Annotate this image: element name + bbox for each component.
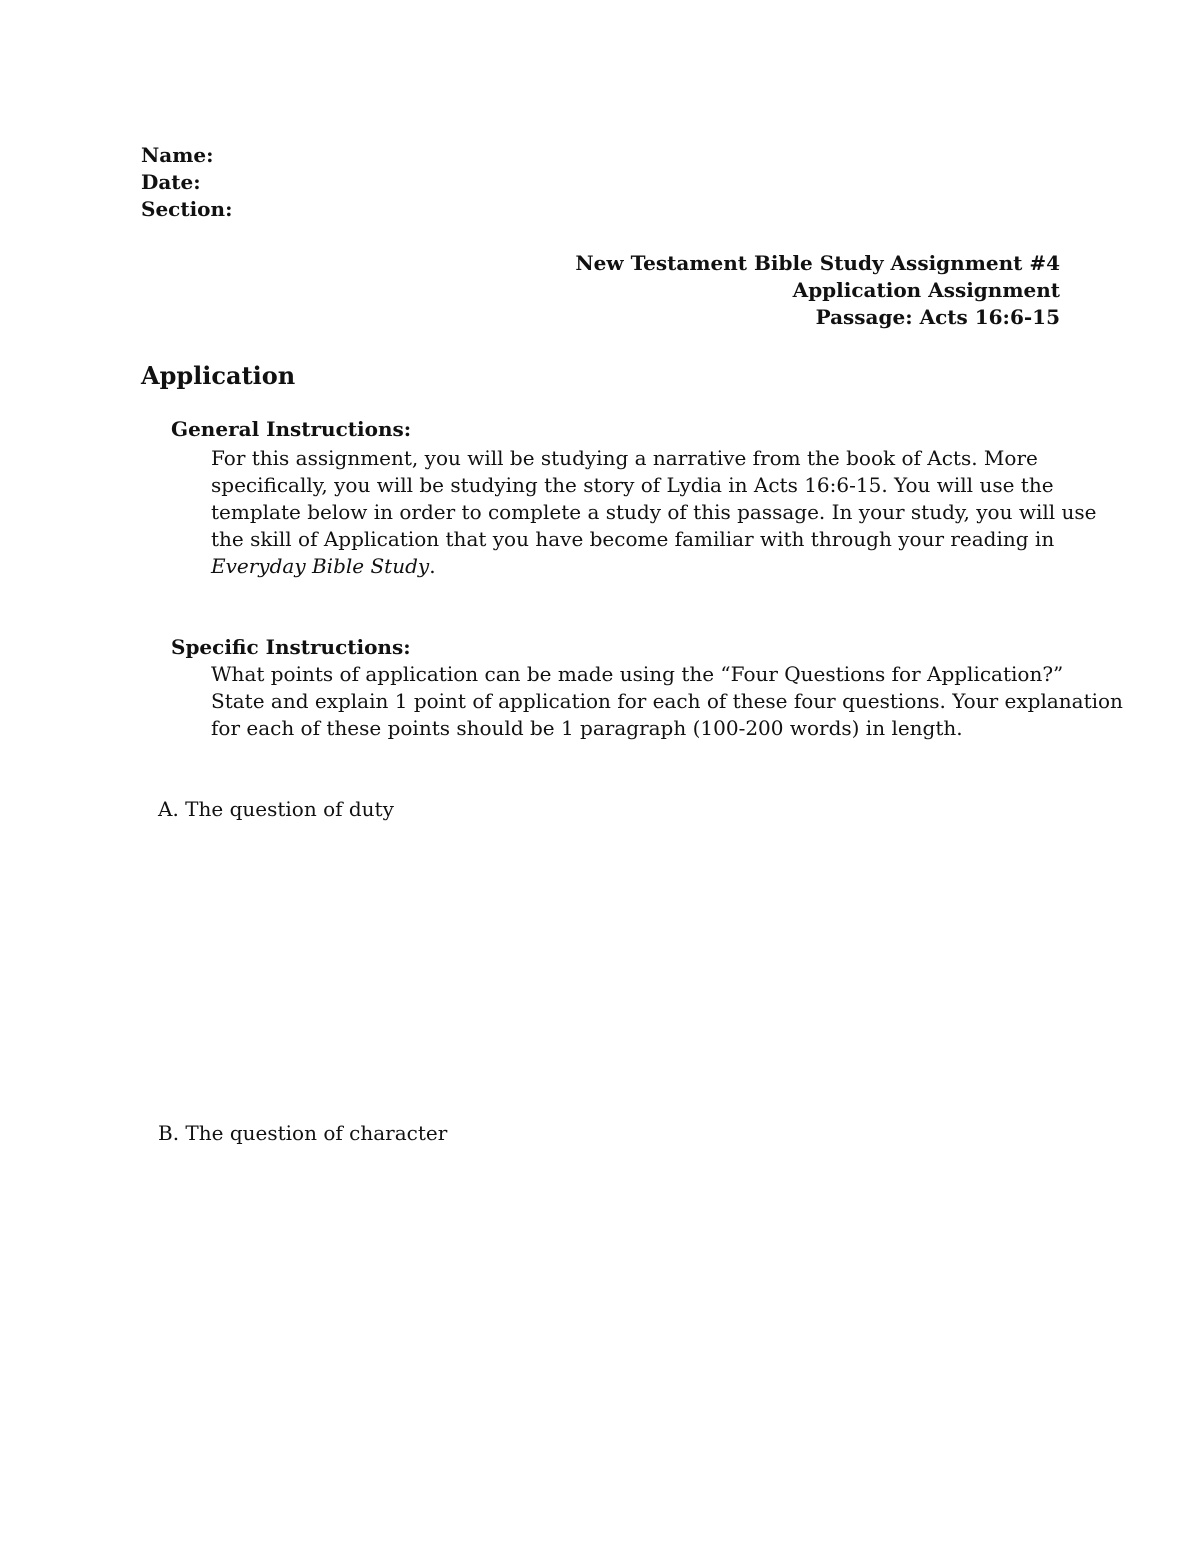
specific-instructions-text <box>211 661 1123 742</box>
book-title-suffix: . <box>429 554 436 578</box>
section-label: Section: <box>141 197 233 221</box>
assignment-type: Application Assignment <box>792 278 1060 302</box>
general-line-3: template below in order to complete a study of this passage. In your study, you will use <box>211 500 1097 524</box>
general-line-2: specifically, you will be studying the story of Lydia in Acts 16:6-15. You will use the <box>211 473 1054 497</box>
assignment-passage: Passage: Acts 16:6-15 <box>815 305 1060 329</box>
question-character: B. The question of character <box>158 1121 448 1145</box>
specific-instructions-label: Specific Instructions: <box>171 635 411 659</box>
general-line-5 <box>211 553 1066 580</box>
name-label: Name: <box>141 143 214 167</box>
question-duty: A. The question of duty <box>158 797 394 821</box>
section-heading: Application <box>141 361 296 390</box>
specific-line-3: for each of these points should be 1 paragraph (100-200 words) in length. <box>211 716 963 740</box>
date-label: Date: <box>141 170 201 194</box>
student-info-block <box>141 142 232 223</box>
specific-line-1: What points of application can be made using the “Four Questions for Application?” <box>211 662 1064 686</box>
general-line-1: For this assignment, you will be studying a narrative from the book of Acts. More <box>211 446 1038 470</box>
assignment-title: New Testament Bible Study Assignment #4 <box>575 251 1060 275</box>
specific-line-2: State and explain 1 point of application for each of these four questions. Your explanation <box>211 689 1123 713</box>
general-instructions-text <box>211 445 1097 580</box>
general-line-4: the skill of Application that you have become familiar with through your reading in <box>211 527 1055 551</box>
book-title: Everyday Bible Study <box>211 554 430 578</box>
general-instructions-label: General Instructions: <box>171 417 412 441</box>
assignment-title-block <box>575 250 1060 331</box>
